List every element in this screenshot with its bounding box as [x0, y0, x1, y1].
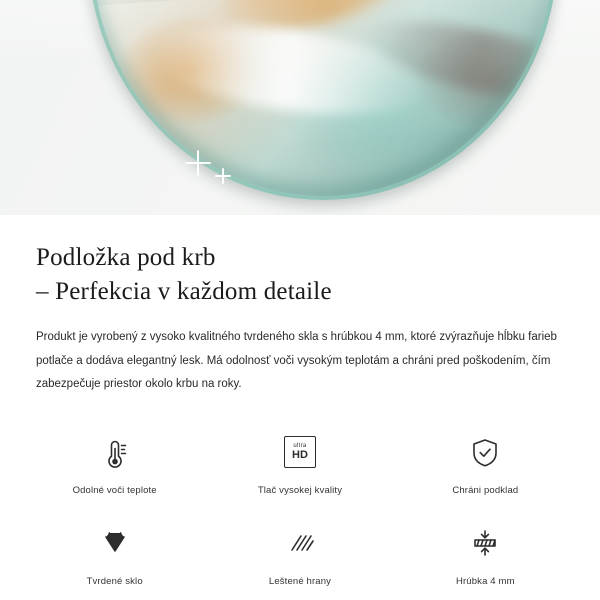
shield-check-icon: [465, 429, 505, 475]
feature-label: Leštené hrany: [268, 575, 332, 587]
feature-label: Hrúbka 4 mm: [455, 575, 515, 587]
sparkle-icon: [185, 150, 211, 176]
thermometer-icon: [95, 429, 135, 475]
page-title: [36, 241, 564, 308]
ultra-hd-top-text: ultra: [293, 442, 307, 449]
feature-item-print-quality: [207, 423, 392, 506]
feature-item-thickness: [393, 514, 578, 597]
headline-line-1: Podložka pod krb: [36, 244, 216, 271]
headline-line-2: – Perfekcia v každom detaile: [36, 277, 332, 305]
sparkle-icon: [215, 168, 231, 184]
thickness-icon: [465, 520, 505, 566]
glass-board-image: [88, 0, 558, 200]
feature-grid: [0, 423, 600, 597]
feature-label: Tvrdené sklo: [86, 575, 143, 587]
feature-item-tempered-glass: [22, 514, 207, 597]
ultra-hd-bottom-text: HD: [292, 448, 308, 461]
ultra-hd-icon: [284, 429, 316, 475]
feature-item-polished-edges: [207, 514, 392, 597]
feature-label: Tlač vysokej kvality: [257, 484, 343, 496]
polished-edges-icon: [280, 520, 320, 566]
feature-label: Chráni podklad: [452, 484, 519, 496]
diamond-icon: [95, 520, 135, 566]
hero-image: [0, 0, 600, 215]
feature-item-temperature: [22, 423, 207, 506]
feature-item-surface-protection: [393, 423, 578, 506]
feature-label: Odolné voči teplote: [72, 484, 157, 496]
text-content: [0, 215, 600, 397]
description-paragraph: Produkt je vyrobený z vysoko kvalitného tvrdeného skla s hrúbkou 4 mm, ktoré zvýrazňuje hĺbku farieb potlače a dodáva elegantný lesk. Má odolnosť voči vysokým teplotám a chráni pred poškodením, čím zabezpečuje priestor okolo krbu na roky.: [36, 331, 557, 391]
